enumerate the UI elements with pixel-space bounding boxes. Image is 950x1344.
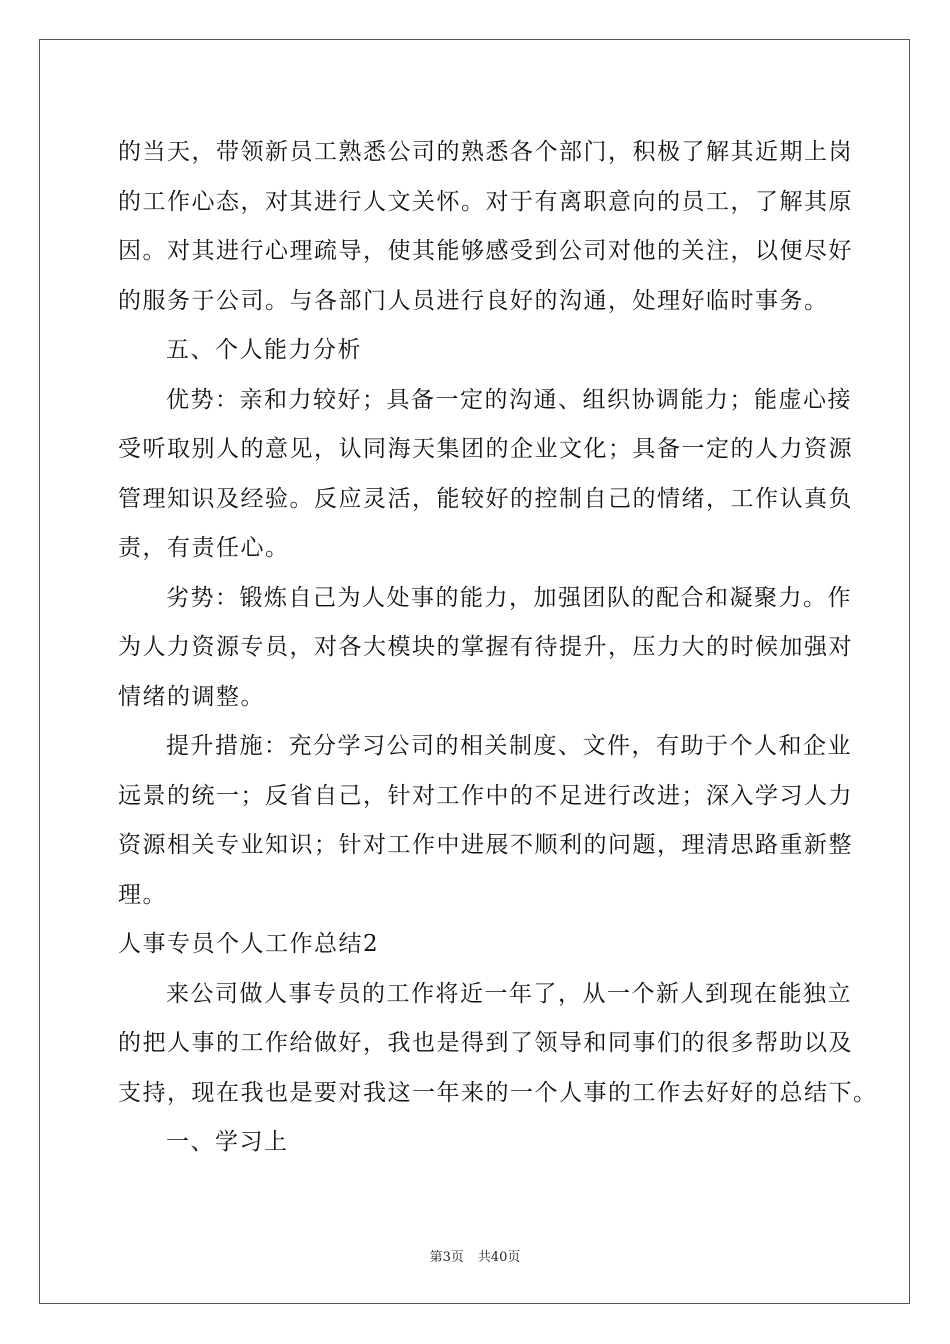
text-line: 因。对其进行心理疏导，使其能够感受到公司对他的关注，以便尽好 xyxy=(118,238,853,264)
text-line: 人事专员个人工作总结2 xyxy=(118,931,380,957)
text-line: 优势：亲和力较好；具备一定的沟通、组织协调能力；能虚心接 xyxy=(166,386,852,413)
text-line: 受听取别人的意见，认同海天集团的企业文化；具备一定的人力资源 xyxy=(118,436,853,462)
page-footer xyxy=(0,1246,950,1265)
text-line: 的服务于公司。与各部门人员进行良好的沟通，处理好临时事务。 xyxy=(118,287,829,314)
text-line: 劣势：锻炼自己为人处事的能力，加强团队的配合和凝聚力。作 xyxy=(166,584,852,611)
text-line: 理。 xyxy=(118,881,167,908)
total-pages: 共40页 xyxy=(477,1250,521,1265)
text-line: 提升措施：充分学习公司的相关制度、文件，有助于个人和企业 xyxy=(166,733,852,759)
text-line: 远景的统一；反省自己，针对工作中的不足进行改进；深入学习人力 xyxy=(118,782,853,809)
text-line: 的当天，带领新员工熟悉公司的熟悉各个部门，积极了解其近期上岗 xyxy=(118,139,853,165)
text-line: 的工作心态，对其进行人文关怀。对于有离职意向的员工，了解其原 xyxy=(118,188,853,215)
text-line: 一、学习上 xyxy=(166,1129,289,1155)
text-line: 情绪的调整。 xyxy=(118,683,265,710)
text-line: 来公司做人事专员的工作将近一年了，从一个新人到现在能独立 xyxy=(166,980,852,1007)
text-line: 为人力资源专员，对各大模块的掌握有待提升，压力大的时候加强对 xyxy=(118,634,853,660)
text-line: 支持，现在我也是要对我这一年来的一个人事的工作去好好的总结下。 xyxy=(118,1079,878,1106)
text-line: 资源相关专业知识；针对工作中进展不顺利的问题，理清思路重新整 xyxy=(118,832,853,858)
text-line: 管理知识及经验。反应灵活，能较好的控制自己的情绪，工作认真负 xyxy=(118,485,853,512)
page-number: 第3页 xyxy=(429,1250,464,1265)
text-line: 责，有责任心。 xyxy=(118,535,290,561)
document-body xyxy=(118,128,878,1168)
text-line: 五、个人能力分析 xyxy=(166,337,362,363)
text-line: 的把人事的工作给做好，我也是得到了领导和同事们的很多帮助以及 xyxy=(118,1030,853,1056)
